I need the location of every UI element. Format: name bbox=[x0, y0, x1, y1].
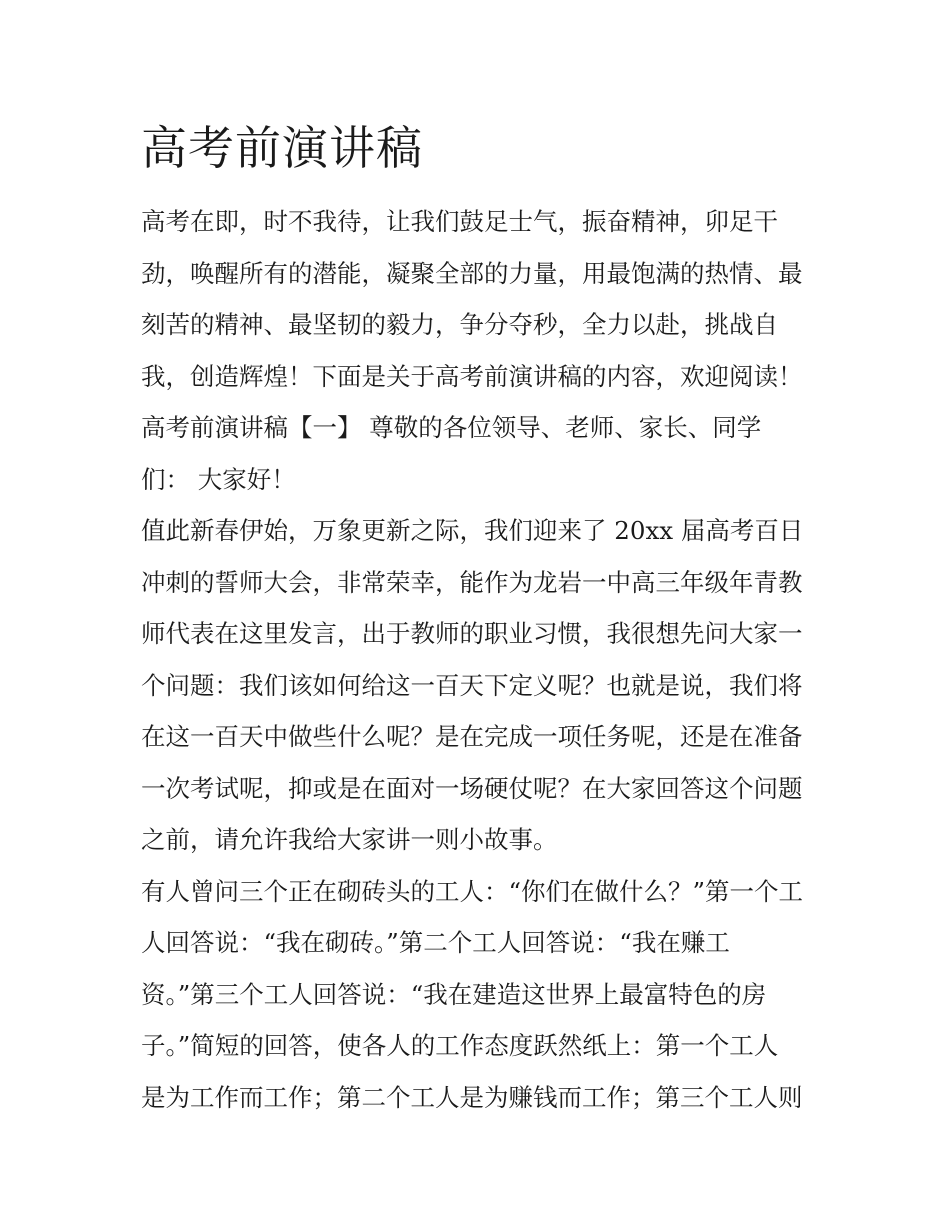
body-line: 高考在即，时不我待，让我们鼓足士气，振奋精神，卯足干 bbox=[141, 207, 778, 236]
body-line: 个问题：我们该如何给这一百天下定义呢？也就是说，我们将 bbox=[141, 670, 803, 700]
body-line: 刻苦的精神、最坚韧的毅力，争分夺秒，全力以赴，挑战自 bbox=[141, 310, 778, 339]
body-line: 师代表在这里发言，出于教师的职业习惯，我很想先问大家一 bbox=[141, 619, 803, 648]
body-line: 之前，请允许我给大家讲一则小故事。 bbox=[141, 825, 558, 854]
body-line: 子。”简短的回答，使各人的工作态度跃然纸上：第一个工人 bbox=[141, 1031, 779, 1060]
document-title: 高考前演讲稿 bbox=[141, 121, 423, 175]
body-line: 资。”第三个工人回答说：“我在建造这世界上最富特色的房 bbox=[141, 979, 767, 1009]
document-body bbox=[141, 196, 821, 1123]
body-line: 在这一百天中做些什么呢？是在完成一项任务呢，还是在准备 bbox=[141, 722, 803, 751]
body-line: 劲，唤醒所有的潜能，凝聚全部的力量，用最饱满的热情、最 bbox=[141, 258, 803, 288]
body-line: 人回答说：“我在砌砖。”第二个工人回答说：“我在赚工 bbox=[141, 928, 730, 957]
body-line: 是为工作而工作；第二个工人是为赚钱而工作；第三个工人则 bbox=[141, 1082, 803, 1112]
body-line: 冲刺的誓师大会，非常荣幸，能作为龙岩一中高三年级年青教 bbox=[141, 567, 803, 597]
body-line: 一次考试呢，抑或是在面对一场硬仗呢？在大家回答这个问题 bbox=[141, 773, 803, 803]
body-line: 我，创造辉煌！下面是关于高考前演讲稿的内容，欢迎阅读！ bbox=[141, 361, 803, 391]
body-line: 有人曾问三个正在砌砖头的工人：“你们在做什么？”第一个工 bbox=[141, 876, 804, 906]
body-line: 们： 大家好！ bbox=[141, 464, 296, 494]
body-line: 值此新春伊始，万象更新之际，我们迎来了 20xx 届高考百日 bbox=[141, 516, 804, 545]
body-line: 高考前演讲稿【一】 尊敬的各位领导、老师、家长、同学 bbox=[141, 413, 762, 442]
